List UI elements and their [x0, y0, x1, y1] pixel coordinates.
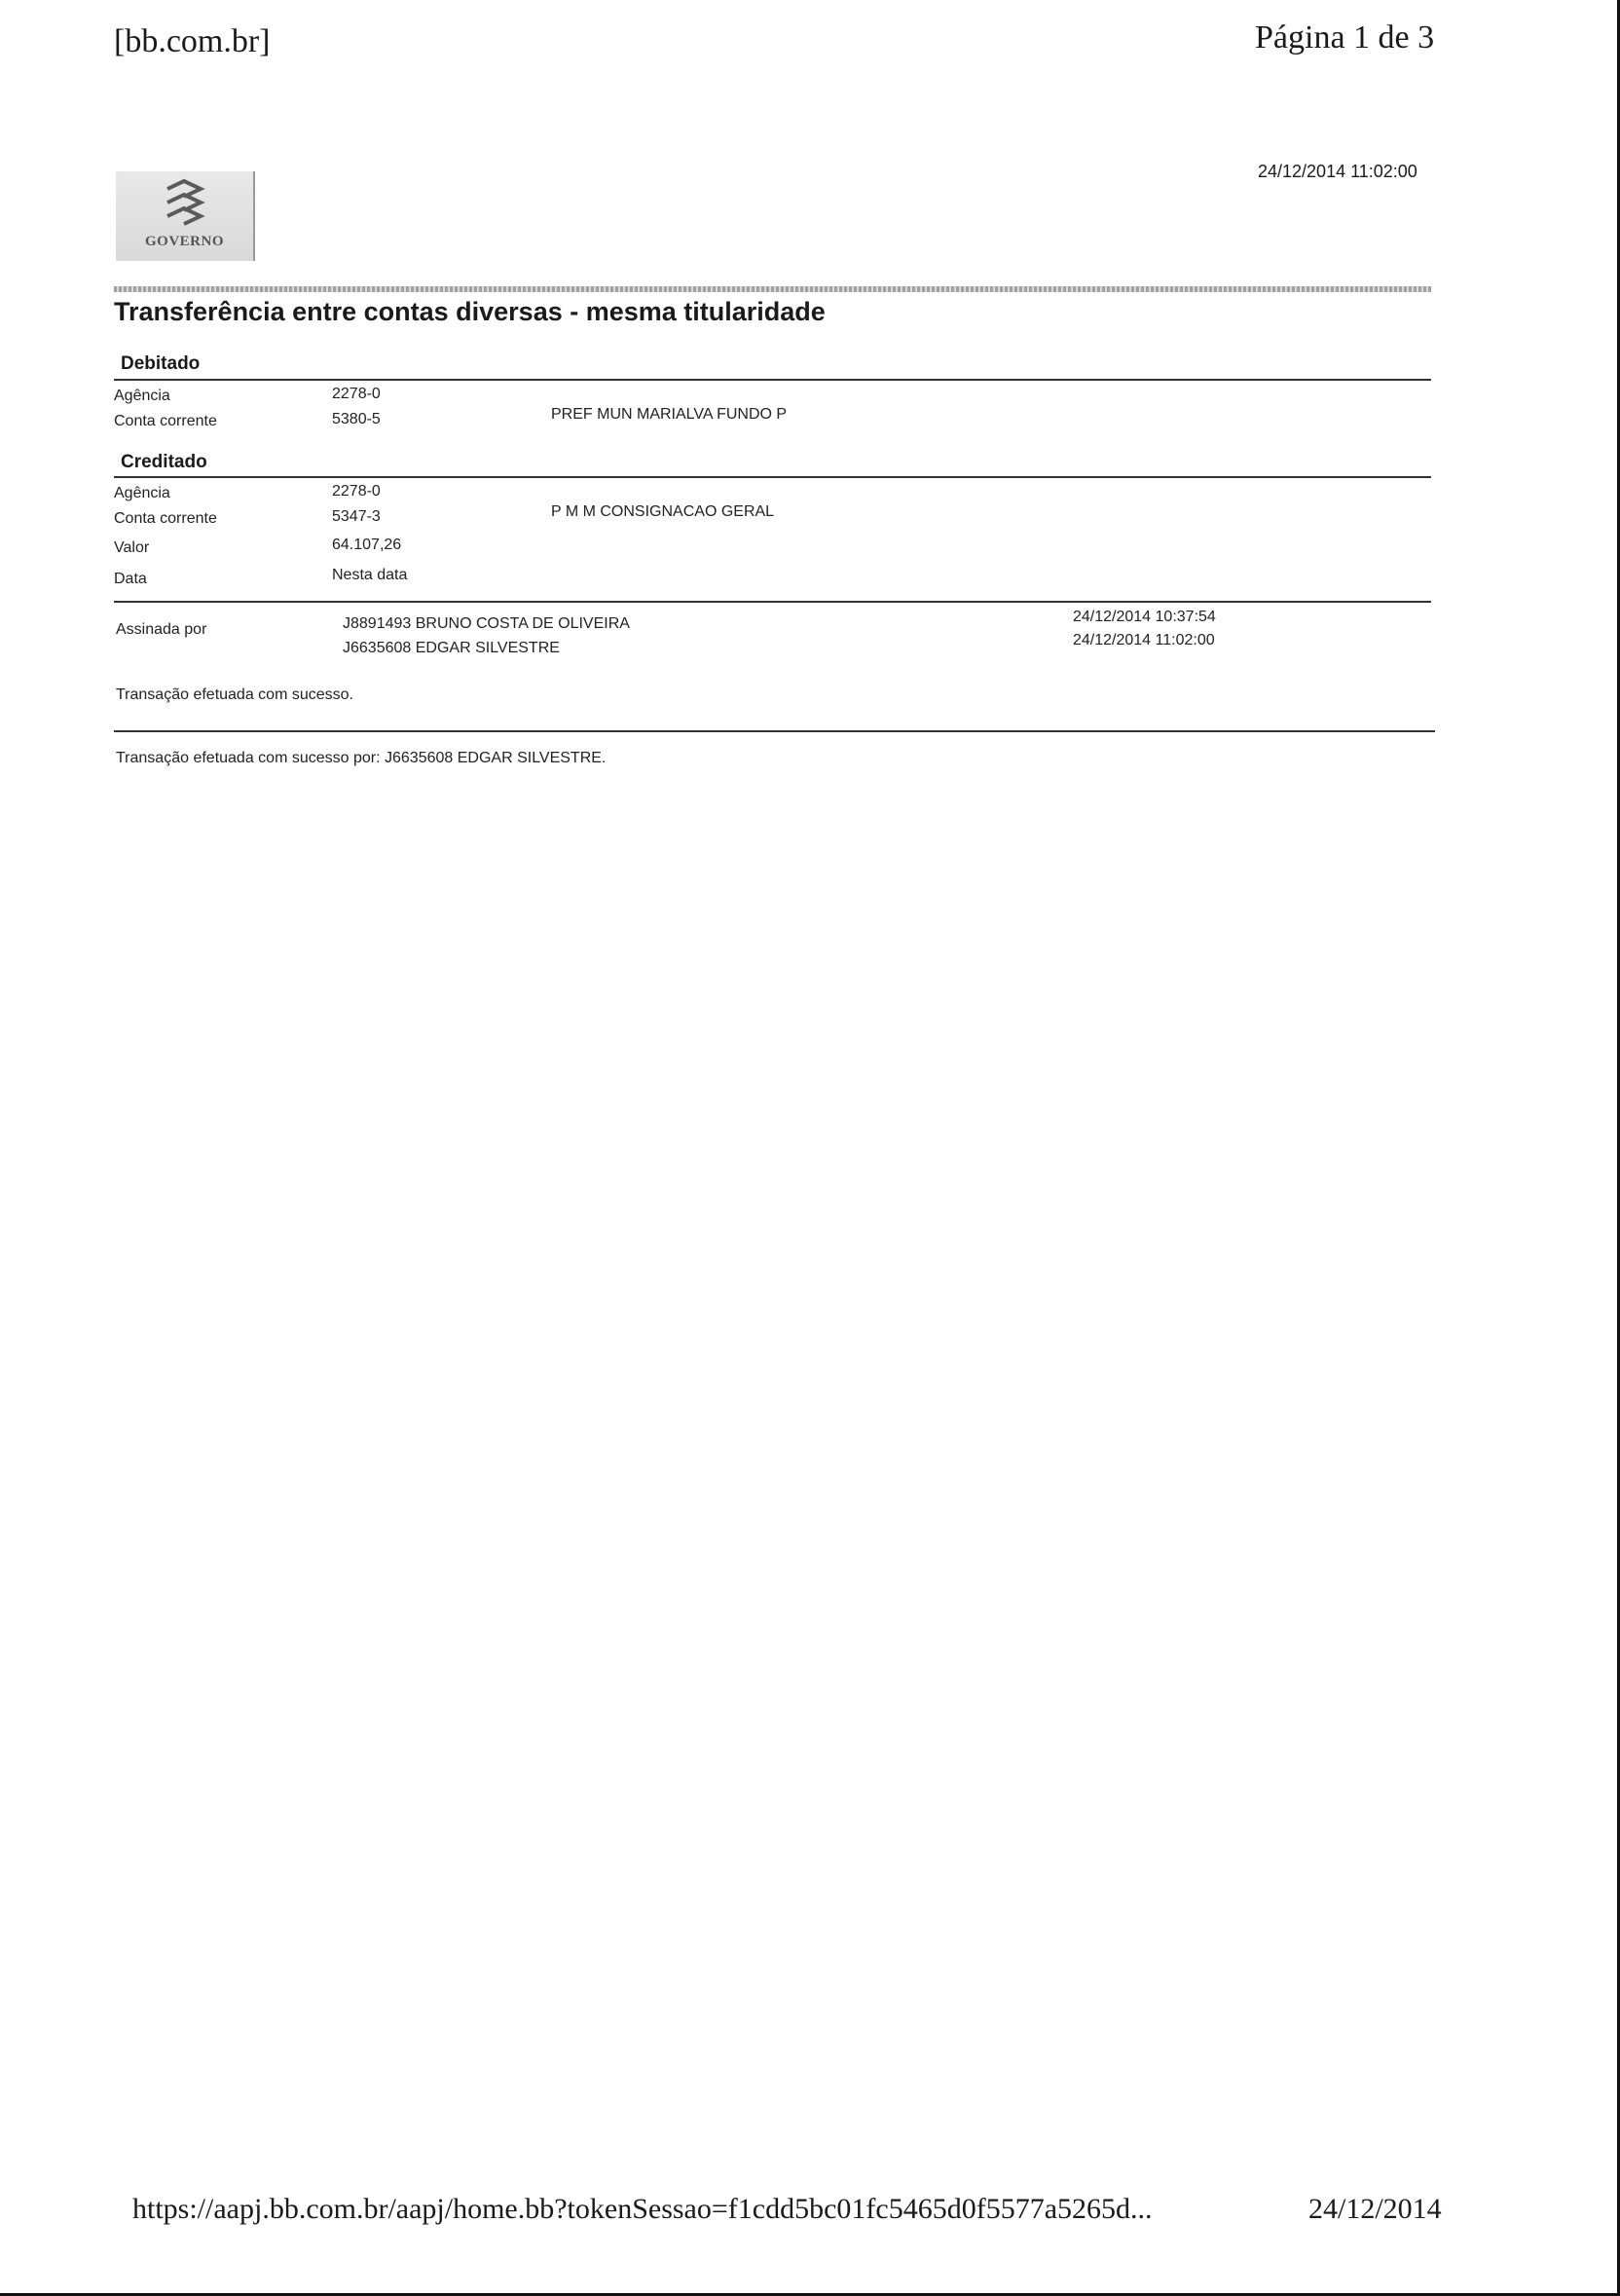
bb-logo-icon: [162, 177, 206, 228]
status-footer-rule: [114, 730, 1435, 732]
print-timestamp: 24/12/2014 11:02:00: [1258, 162, 1418, 181]
logo-text: GOVERNO: [145, 234, 225, 249]
creditado-agencia-label: Agência: [114, 485, 170, 501]
signer-2-datetime: 24/12/2014 11:02:00: [1073, 632, 1215, 648]
signer-1-name: J8891493 BRUNO COSTA DE OLIVEIRA: [343, 615, 630, 632]
creditado-titular: P M M CONSIGNACAO GERAL: [551, 503, 775, 520]
debitado-agencia-label: Agência: [114, 388, 170, 404]
creditado-conta-value: 5347-3: [332, 508, 381, 525]
debitado-heading: Debitado: [121, 353, 201, 374]
debitado-conta-value: 5380-5: [332, 411, 381, 427]
assinada-por-label: Assinada por: [116, 621, 207, 638]
creditado-conta-label: Conta corrente: [114, 510, 217, 527]
footer-date: 24/12/2014: [1308, 2193, 1442, 2225]
signer-1-datetime: 24/12/2014 10:37:54: [1073, 609, 1216, 625]
header-site: [bb.com.br]: [114, 23, 271, 59]
debitado-agencia-value: 2278-0: [332, 386, 381, 402]
footer-url: https://aapj.bb.com.br/aapj/home.bb?tokenSessao=f1cdd5bc01fc5465d0f5577a5265d...: [132, 2193, 1153, 2225]
creditado-valor-label: Valor: [114, 539, 150, 556]
page-title: Transferência entre contas diversas - mesma titularidade: [114, 297, 826, 326]
creditado-data-label: Data: [114, 571, 147, 587]
status-footer-message: Transação efetuada com sucesso por: J6635608 EDGAR SILVESTRE.: [116, 750, 607, 766]
debitado-rule: [114, 379, 1431, 381]
creditado-agencia-value: 2278-0: [332, 483, 381, 500]
creditado-valor-value: 64.107,26: [332, 537, 402, 553]
creditado-rule: [114, 476, 1431, 478]
creditado-heading: Creditado: [121, 452, 207, 472]
debitado-titular: PREF MUN MARIALVA FUNDO P: [551, 406, 788, 423]
signer-2-name: J6635608 EDGAR SILVESTRE: [343, 640, 560, 656]
assinaturas-rule: [114, 601, 1431, 603]
bb-governo-logo: [116, 171, 255, 261]
creditado-data-value: Nesta data: [332, 567, 408, 583]
status-message: Transação efetuada com sucesso.: [116, 686, 353, 703]
debitado-conta-label: Conta corrente: [114, 413, 217, 429]
page-indicator: Página 1 de 3: [1255, 19, 1435, 56]
header-divider: [114, 286, 1431, 292]
